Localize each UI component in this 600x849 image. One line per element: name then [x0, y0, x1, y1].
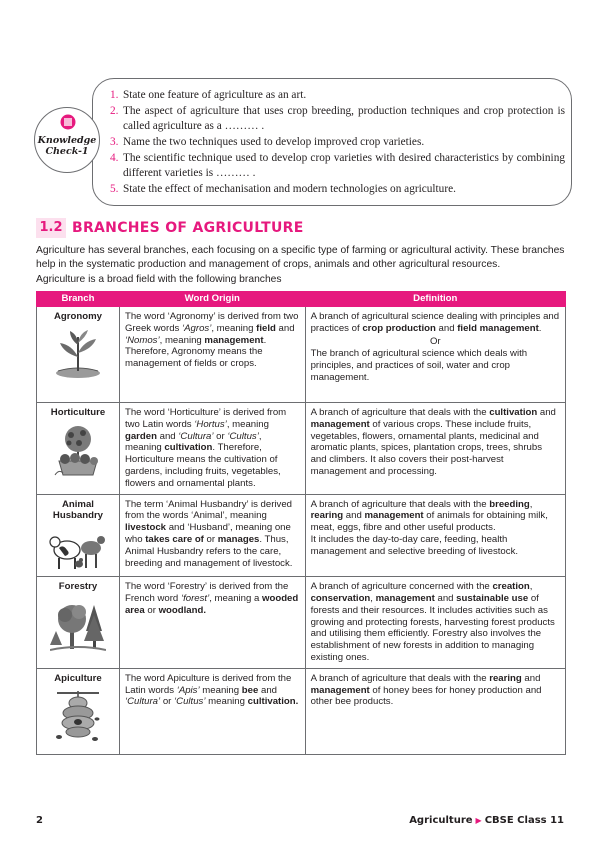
branch-cell	[37, 668, 120, 754]
arrow-right-icon: ▶	[475, 816, 482, 825]
list-item: 2. The aspect of agriculture that uses crop breeding, production techniques and crop protection is called agriculture as a ……… .	[110, 105, 565, 132]
definition-cell: A branch of agricultural science dealing with principles and practices of crop production and field management. Or The branch of agricultural science which deals with principles, and practices of soil, water and crop management.	[305, 307, 565, 403]
branch-cell	[37, 494, 120, 577]
branch-cell	[37, 577, 120, 669]
footer-title	[409, 815, 564, 826]
knowledge-check-icon	[60, 114, 76, 130]
section-number: 1.2	[36, 218, 66, 238]
definition-cell: A branch of agriculture that deals with the rearing and management of honey bees for honey production and other bee products.	[305, 668, 565, 754]
branch-name: Forestry	[58, 581, 98, 593]
livestock-icon	[49, 526, 107, 572]
definition-cell: A branch of agriculture that deals with the breeding, rearing and management of animals for obtaining milk, meat, eggs, fibre and other useful products. It includes the day-to-day care, feeding, health management and selective breeding of livestock.	[305, 494, 565, 577]
footer-subject: Agriculture	[409, 815, 473, 826]
footer-course: CBSE Class 11	[484, 815, 564, 826]
section-title: BRANCHES OF AGRICULTURE	[72, 220, 304, 236]
header-branch: Branch	[37, 292, 120, 307]
branch-cell	[37, 307, 120, 403]
header-word-origin: Word Origin	[119, 292, 305, 307]
knowledge-check-title: Knowledge Check-1	[37, 135, 97, 157]
word-origin-cell: The term ‘Animal Husbandry’ is derived from the words ‘Animal’, meaning livestock and ‘Husband’, meaning one who takes care of or manages. Thus, Animal Husbandry refers to the care, breeding and management of livestock.	[119, 494, 305, 577]
list-item: 5. State the effect of mechanisation and modern technologies on agriculture.	[110, 183, 456, 195]
table-row	[37, 403, 566, 495]
word-origin-cell: The word ‘Horticulture’ is derived from two Latin words ‘Hortus’, meaning garden and ‘Cultura’ or ‘Cultus’, meaning cultivation. Therefore, Horticulture means the cultivation of gardens, including fruits, vegetables, flowers and ornamental plants.	[119, 403, 305, 495]
table-row	[37, 494, 566, 577]
branch-name: Apiculture	[54, 672, 102, 684]
beehive-icon	[53, 689, 103, 743]
fruit-basket-icon	[51, 423, 105, 479]
forest-trees-icon	[50, 597, 106, 653]
definition-cell: A branch of agriculture that deals with the cultivation and management of various crops. These include fruits, vegetables, flowers, ornamental plants, medicinal and aromatic plants, spices, plantation crops, trees, shrubs and climbers. It also covers their post-harvest management and processing.	[305, 403, 565, 495]
definition-cell: A branch of agriculture concerned with the creation, conservation, management and sustainable use of forests and their resources. It includes activities such as growing and protecting forests, harvesting forest products and utilising them efficiently. Forestry also involves the establishment of new forests in addition to managing existing ones.	[305, 577, 565, 669]
table-row	[37, 668, 566, 754]
branch-cell	[37, 403, 120, 495]
branch-name: Agronomy	[53, 311, 102, 322]
list-item: 3. Name the two techniques used to develop improved crop varieties.	[110, 136, 425, 148]
knowledge-check-badge	[34, 107, 100, 173]
branches-table	[36, 291, 566, 755]
table-header-row	[37, 292, 566, 307]
branch-name: Animal Husbandry	[52, 498, 104, 522]
or-separator: Or	[429, 335, 441, 347]
table-row	[37, 307, 566, 403]
list-item: 1. State one feature of agriculture as an art.	[110, 89, 307, 101]
section-intro: Agriculture has several branches, each focusing on a specific type of farming or agricultural activity. These branches help in the systematic production and management of crops, animals and other agricultural resources.	[36, 245, 565, 270]
plant-sprout-icon	[52, 327, 104, 379]
header-definition: Definition	[305, 292, 565, 307]
branch-name: Horticulture	[50, 407, 106, 418]
table-row	[37, 577, 566, 669]
list-item: 4. The scientific technique used to develop crop varieties with desired characteristics by combining different varieties is ……… .	[110, 152, 565, 179]
section-intro-2: Agriculture is a broad field with the following branches	[36, 274, 282, 285]
word-origin-cell: The word Apiculture is derived from the Latin words ‘Apis’ meaning bee and ‘Cultura’ or ‘Cultus’ meaning cultivation.	[119, 668, 305, 754]
word-origin-cell: The word ‘Forestry’ is derived from the French word ‘forest’, meaning a wooded area or woodland.	[119, 577, 305, 669]
knowledge-check-list	[110, 88, 565, 198]
page-number: 2	[36, 815, 43, 826]
word-origin-cell: The word ‘Agronomy’ is derived from two Greek words ‘Agros’, meaning field and ‘Nomos’, meaning management. Therefore, Agronomy means the management of fields or crops.	[119, 307, 305, 403]
